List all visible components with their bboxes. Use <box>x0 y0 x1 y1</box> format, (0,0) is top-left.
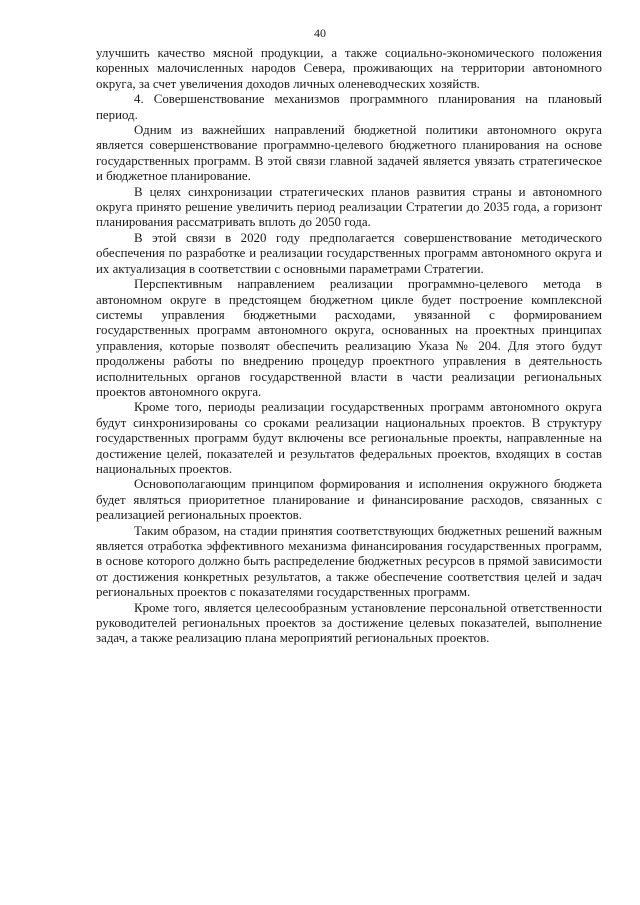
paragraph: Таким образом, на стадии принятия соответствующих бюджетных решений важным является отработка эффективного механизма финансирования государственных программ, в основе которого должно быть распределение бюджетных ресурсов в прямой зависимости от достижения конкретных результатов, а также обеспечение соответствия целей и задач региональных проектов с показателями государственных программ. <box>96 523 602 600</box>
paragraph: Перспективным направлением реализации программно-целевого метода в автономном округе в предстоящем бюджетном цикле будет построение комплексной системы управления бюджетными расходами, увязанной с формированием государственных программ автономного округа, основанных на проектных принципах управления, которые позволят обеспечить реализацию Указа № 204. Для этого будут продолжены работы по внедрению процедур проектного управления в деятельность исполнительных органов государственной власти в части реализации региональных проектов автономного округа. <box>96 277 602 399</box>
paragraph: Одним из важнейших направлений бюджетной политики автономного округа является совершенствование программно-целевого бюджетного планирования на основе государственных программ. В этой связи главной задачей является увязать стратегическое и бюджетное планирование. <box>96 123 602 184</box>
section-heading: 4. Совершенствование механизмов программного планирования на плановый период. <box>96 92 602 122</box>
paragraph: Основополагающим принципом формирования и исполнения окружного бюджета будет являться приоритетное планирование и финансирование расходов, связанных с реализацией региональных проектов. <box>96 477 602 523</box>
paragraph-continued: улучшить качество мясной продукции, а также социально-экономического положения коренных малочисленных народов Севера, проживающих на территории автономного округа, за счет увеличения доходов личных оленеводческих хозяйств. <box>96 46 602 91</box>
paragraph: В этой связи в 2020 году предполагается совершенствование методического обеспечения по разработке и реализации государственных программ автономного округа и их актуализация в соответствии с основными параметрами Стратегии. <box>96 230 602 276</box>
paragraph: Кроме того, является целесообразным установление персональной ответственности руководителей региональных проектов за достижение целевых показателей, выполнение задач, а также реализацию плана мероприятий региональных проектов. <box>96 600 602 646</box>
document-body <box>96 46 602 647</box>
paragraph: В целях синхронизации стратегических планов развития страны и автономного округа принято решение увеличить период реализации Стратегии до 2035 года, а горизонт планирования рассматривать вплоть до 2050 года. <box>96 184 602 230</box>
paragraph: Кроме того, периоды реализации государственных программ автономного округа будут синхронизированы со сроками реализации национальных проектов. В структуру государственных программ будут включены все региональные проекты, направленные на достижение целей, показателей и результатов федеральных проектов, входящих в состав национальных проектов. <box>96 400 602 476</box>
page-number: 40 <box>314 26 326 40</box>
